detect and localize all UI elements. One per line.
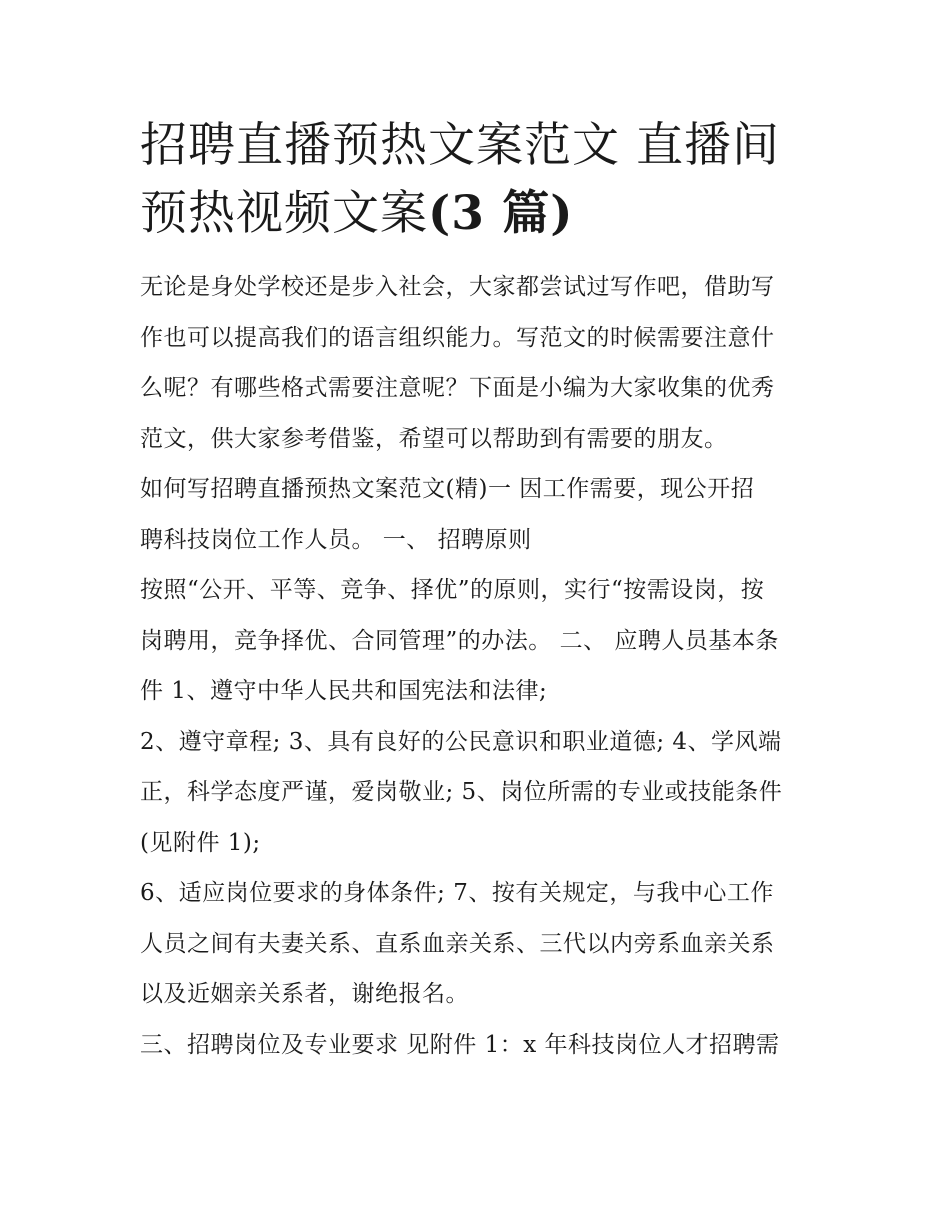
body-line: 无论是身处学校还是步入社会，大家都尝试过写作吧，借助写 [140, 274, 775, 300]
title-line-2: 预热视频文案 [140, 186, 428, 241]
body-line: 人员之间有夫妻关系、直系血亲关系、三代以内旁系血亲关系 [140, 930, 775, 957]
body-line: 正，科学态度严谨，爱岗敬业; 5、岗位所需的专业或技能条件 [140, 779, 783, 805]
document-page [140, 112, 820, 1070]
body-line: 按照“公开、平等、竞争、择优”的原则，实行“按需设岗，按 [140, 577, 765, 603]
title-line-1: 招聘直播预热文案范文 直播间 [140, 118, 780, 173]
body-line: (见附件 1); [140, 829, 261, 856]
body-line: 2、遵守章程; 3、具有良好的公民意识和职业道德; 4、学风端 [140, 728, 782, 755]
body-line: 作也可以提高我们的语言组织能力。写范文的时候需要注意什 [140, 324, 775, 351]
body-line: 聘科技岗位工作人员。 一、 招聘原则 [140, 526, 532, 553]
body-line: 岗聘用，竞争择优、合同管理”的办法。 二、 应聘人员基本条 [140, 627, 779, 654]
document-title [140, 112, 820, 248]
body-line: 如何写招聘直播预热文案范文(精)一 因工作需要，现公开招 [140, 476, 755, 502]
title-count: (3 篇) [428, 186, 574, 241]
body-line: 三、招聘岗位及专业要求 见附件 1：x 年科技岗位人才招聘需 [140, 1031, 780, 1058]
body-line: 范文，供大家参考借鉴，希望可以帮助到有需要的朋友。 [140, 425, 728, 452]
body-line: 件 1、遵守中华人民共和国宪法和法律; [140, 678, 548, 704]
body-line: 以及近姻亲关系者，谢绝报名。 [140, 981, 469, 1007]
document-body [140, 262, 820, 1070]
body-line: 么呢？有哪些格式需要注意呢？下面是小编为大家收集的优秀 [140, 375, 775, 401]
body-line: 6、适应岗位要求的身体条件; 7、按有关规定，与我中心工作 [140, 880, 774, 906]
